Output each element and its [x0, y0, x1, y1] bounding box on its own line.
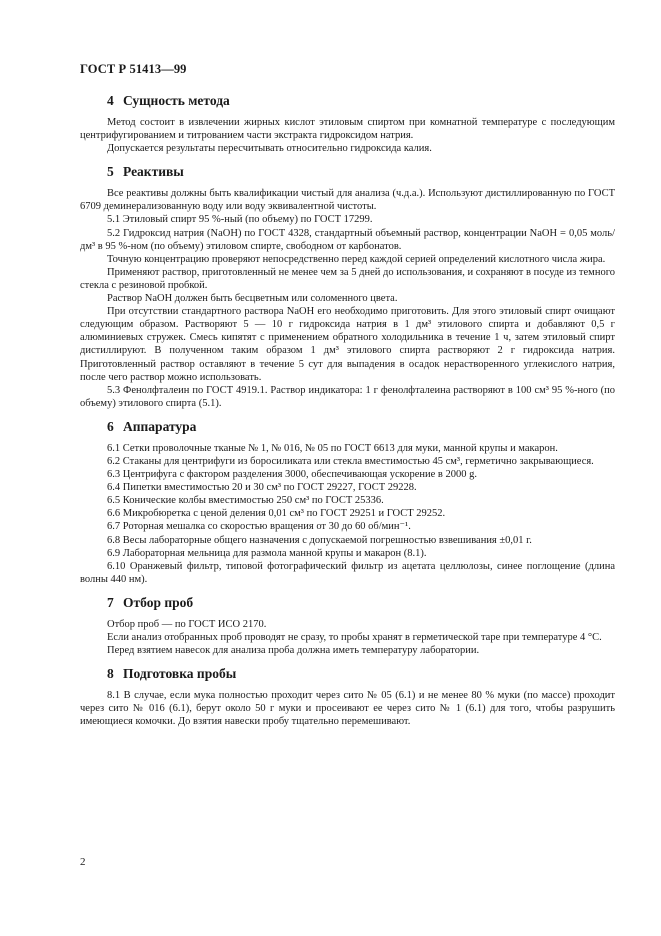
section-heading-8: 8 Подготовка пробы: [107, 666, 237, 682]
paragraph: Если анализ отобранных проб проводят не сразу, то пробы хранят в герметической таре при температуре 4 °С.: [107, 632, 602, 643]
paragraph: 8.1 В случае, если мука полностью проходит через сито № 05 (6.1) и не менее 80 % муки (по массе) проходит через сито № 016 (6.1), берут около 50 г муки и просеивают ее через сито № 1 (6.1) для того, чтобы разрушить имеющиеся комочки. До взятия навески пробу тщательно перемешивают.: [80, 690, 615, 728]
paragraph: Точную концентрацию проверяют непосредственно перед каждой серией определений кислотного числа жира.: [107, 253, 606, 265]
section-heading-5: 5 Реактивы: [107, 164, 184, 180]
paragraph: Применяют раствор, приготовленный не менее чем за 5 дней до использования, и сохраняют в посуде из темного стекла с резиновой пробкой.: [80, 266, 615, 291]
paragraph: 6.8 Весы лабораторные общего назначения с допускаемой погрешностью взвешивания ±0,01 г.: [107, 534, 532, 546]
paragraph: Перед взятием навесок для анализа проба должна иметь температуру лаборатории.: [107, 645, 480, 657]
paragraph: 6.3 Центрифуга с фактором разделения 3000, обеспечивающая ускорение в 2000 g.: [107, 469, 478, 481]
paragraph: Отбор проб — по ГОСТ ИСО 2170.: [107, 618, 267, 630]
paragraph: 5.2 Гидроксид натрия (NaOH) по ГОСТ 4328, стандартный объемный раствор, концентрации NaOH = 0,05 моль/дм³ в 95 %-ном (по объему) этиловом спирте, свободном от карбонатов.: [80, 227, 615, 252]
paragraph: Все реактивы должны быть квалификации чистый для анализа (ч.д.а.). Используют дистиллированную по ГОСТ 6709 деминерализованную воду или воду эквивалентной чистоты.: [80, 188, 615, 213]
paragraph: Раствор NaOH должен быть бесцветным или соломенного цвета.: [107, 293, 398, 305]
paragraph: 5.1 Этиловый спирт 95 %-ный (по объему) по ГОСТ 17299.: [107, 214, 373, 226]
paragraph: 6.4 Пипетки вместимостью 20 и 30 см³ по ГОСТ 29227, ГОСТ 29228.: [107, 482, 417, 494]
paragraph: 6.7 Роторная мешалка со скоростью вращения от 30 до 60 об/мин⁻¹.: [107, 521, 411, 533]
section-heading-7: 7 Отбор проб: [107, 594, 194, 610]
paragraph: При отсутствии стандартного раствора NaOH его необходимо приготовить. Для этого этиловый спирт очищают следующим образом. Растворяют 5 — 10 г гидроксида натрия в 1 дм³ этилового спирта и добавляют 0,5 г алюминиевых стружек. Смесь кипятят с применением обратного холодильника в течение 1 ч, затем этиловый спирт дистиллируют. В полученном таким образом 1 дм³ этилового спирта растворяют 2 г гидроксида натрия. Приготовленный раствор оставляют в течение 5 сут для выпадения в осадок нерастворенного углекислого натрия, после чего раствор можно использовать.: [80, 306, 615, 383]
document-id: ГОСТ Р 51413—99: [80, 62, 187, 76]
paragraph: 6.6 Микробюретка с ценой деления 0,01 см³ по ГОСТ 29251 и ГОСТ 29252.: [107, 508, 446, 520]
paragraph: 6.10 Оранжевый фильтр, типовой фотографический фильтр из ацетата целлюлозы, синее поглощение (длина волны 440 нм).: [80, 560, 615, 585]
paragraph: 6.5 Конические колбы вместимостью 250 см³ по ГОСТ 25336.: [107, 495, 384, 507]
paragraph: 6.1 Сетки проволочные тканые № 1, № 016, № 05 по ГОСТ 6613 для муки, манной крупы и макарон.: [107, 442, 558, 454]
paragraph: 5.3 Фенолфталеин по ГОСТ 4919.1. Раствор индикатора: 1 г фенолфталеина растворяют в 100 см³ 95 %-ного (по объему) этилового спирта (5.1).: [80, 384, 615, 409]
paragraph: Допускается результаты пересчитывать относительно гидроксида калия.: [107, 143, 432, 155]
section-heading-4: 4 Сущность метода: [107, 93, 230, 108]
section-heading-6: 6 Аппаратура: [107, 418, 197, 434]
document-body: [80, 93, 615, 728]
paragraph: 6.9 Лабораторная мельница для размола манной крупы и макарон (8.1).: [107, 547, 427, 559]
paragraph: 6.2 Стаканы для центрифуги из боросиликата или стекла вместимостью 45 см³, герметично закрывающиеся.: [107, 455, 594, 467]
page-number: 2: [80, 856, 86, 868]
paragraph: Метод состоит в извлечении жирных кислот этиловым спиртом при комнатной температуре с последующим центрифугированием и титрованием части экстракта гидроксидом натрия.: [80, 117, 615, 142]
